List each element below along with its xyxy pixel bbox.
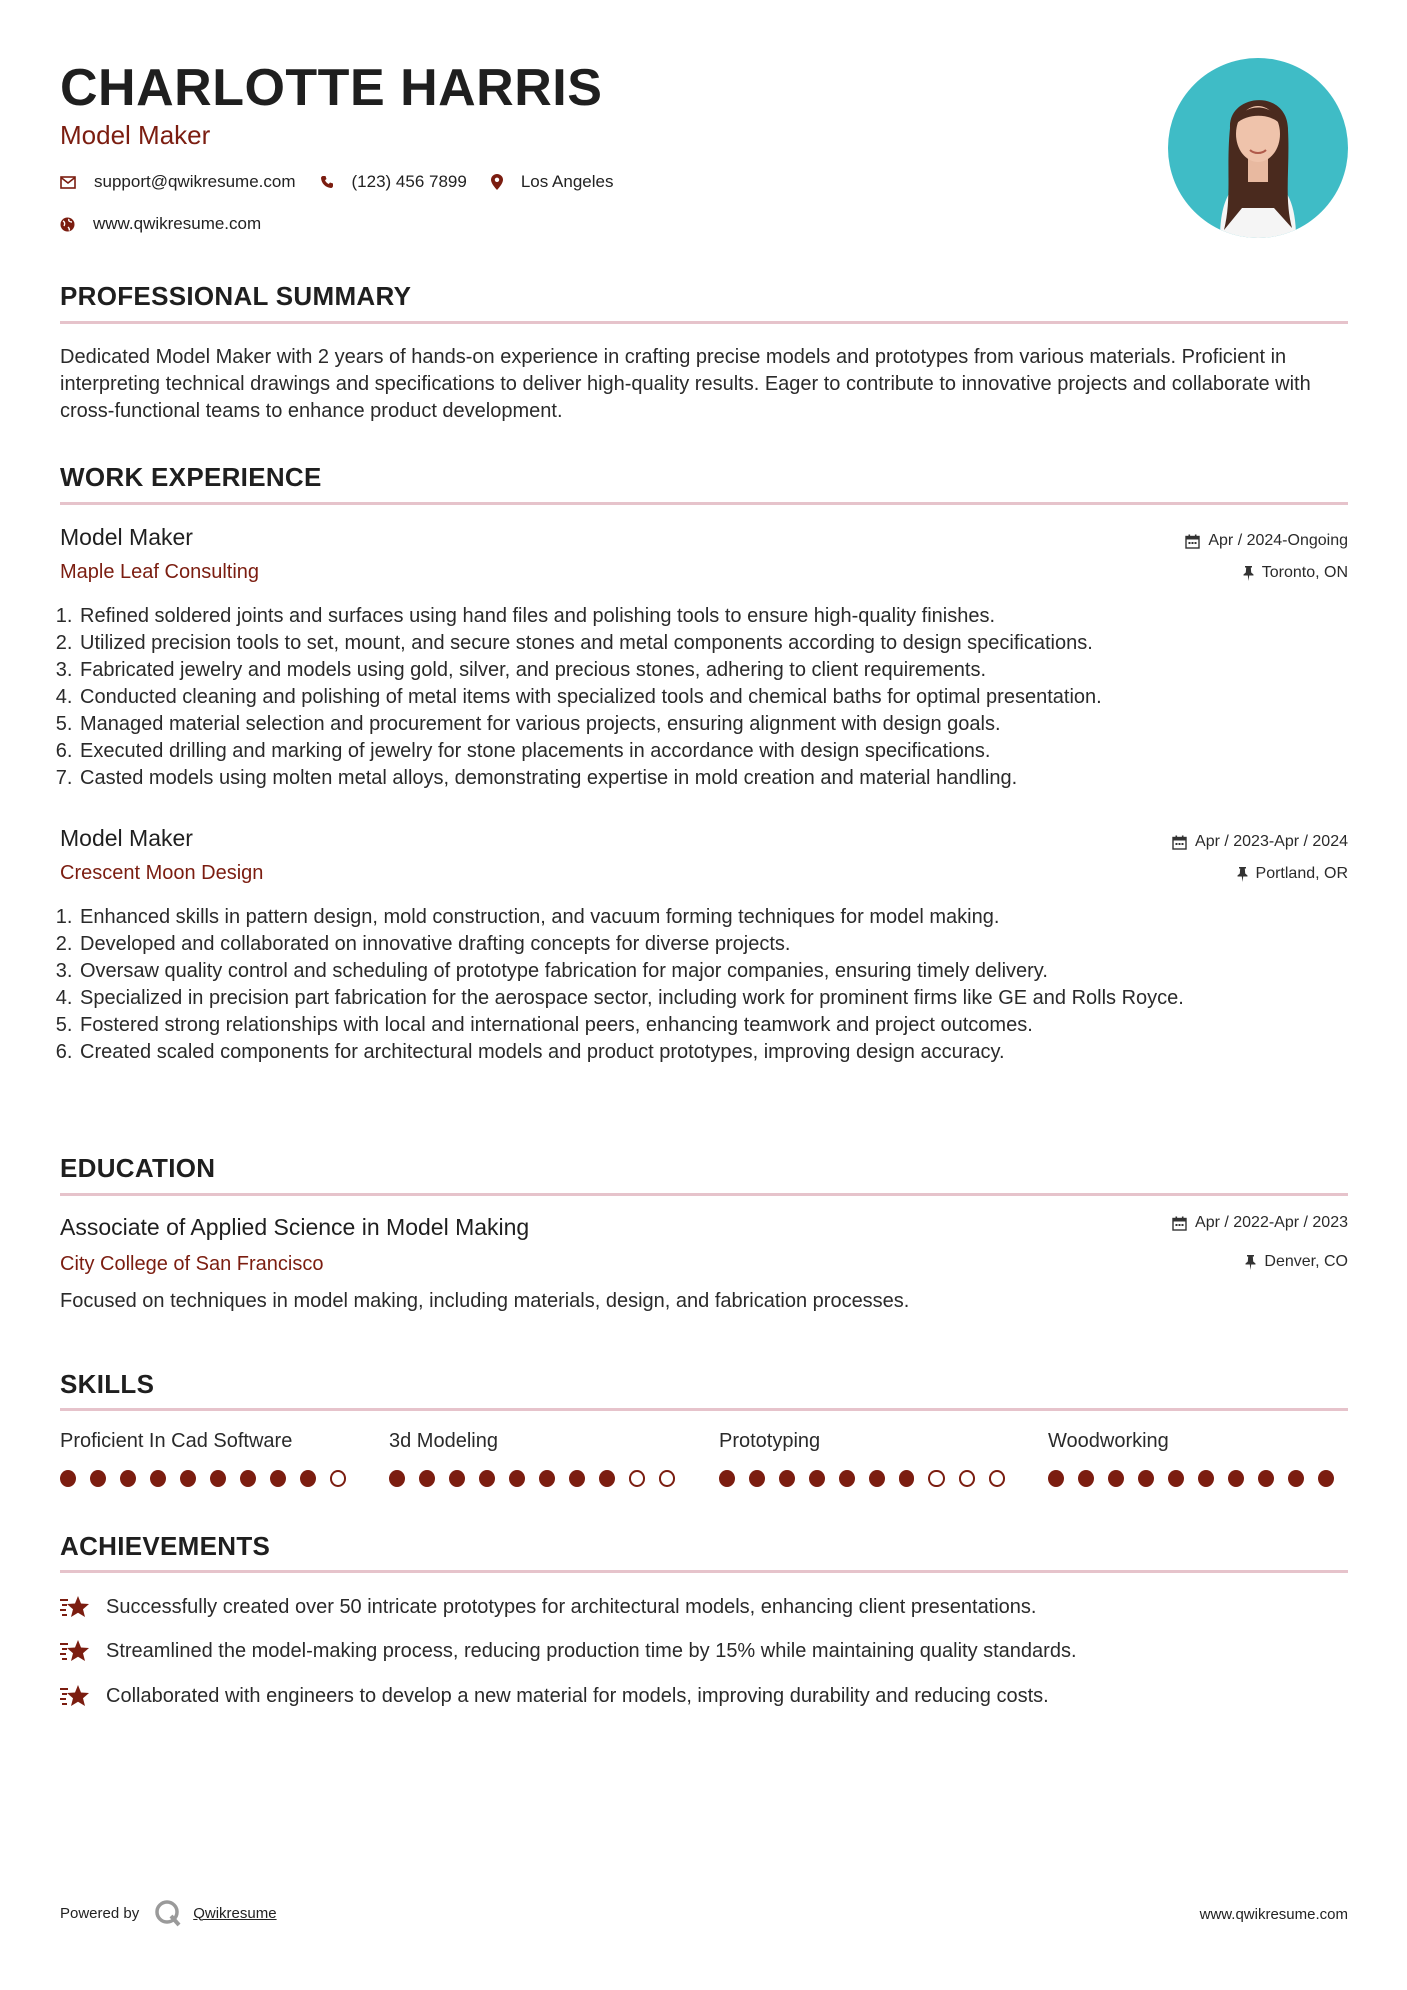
list-item: 4. Conducted cleaning and polishing of metal items with specialized tools and chemical baths for optimal presentation. [78, 684, 1366, 711]
summary-text: Dedicated Model Maker with 2 years of hands-on experience in crafting precise models and prototypes from various materials. Proficient in interpreting technical drawings and specifications to deliver high-quality results. Eager to contribute to innovative projects and collaborate with cross-functional teams to enhance product development. [60, 346, 1311, 422]
rating-dot-filled [1228, 1470, 1244, 1487]
rating-dot-filled [1198, 1470, 1214, 1487]
rating-dot-filled [150, 1470, 166, 1487]
list-item: 5. Managed material selection and procurement for various projects, ensuring alignment with design goals. [78, 711, 1366, 738]
skill-rating [389, 1470, 689, 1487]
rating-dot-filled [180, 1470, 196, 1487]
email-text: support@qwikresume.com [94, 172, 296, 191]
job-location-text: Toronto, ON [1261, 564, 1348, 581]
skill-item [719, 1430, 1019, 1487]
list-item: 6. Executed drilling and marking of jewelry for stone placements in accordance with design specifications. [78, 738, 1366, 765]
job-dates-text: Apr / 2024-Ongoing [1208, 532, 1348, 549]
skill-name: 3d Modeling [389, 1430, 498, 1452]
calendar-icon [1185, 534, 1200, 549]
rating-dot-filled [479, 1470, 495, 1487]
star-award-icon [60, 1638, 92, 1664]
candidate-name: CHARLOTTE HARRIS [60, 59, 603, 117]
candidate-role: Model Maker [60, 120, 211, 150]
phone-item[interactable] [320, 172, 467, 192]
rating-dot-filled [240, 1470, 256, 1487]
star-award-icon [60, 1683, 92, 1709]
section-divider [60, 1408, 1348, 1411]
job-dates-text: Apr / 2023-Apr / 2024 [1195, 833, 1348, 850]
pushpin-icon [1237, 867, 1248, 882]
list-item: 7. Casted models using molten metal alloys, demonstrating expertise in mold creation and material handling. [78, 765, 1366, 792]
qwikresume-link[interactable]: Qwikresume [193, 1904, 277, 1922]
rating-dot-empty [629, 1470, 645, 1487]
degree-title: Associate of Applied Science in Model Making [60, 1214, 530, 1240]
rating-dot-filled [1318, 1470, 1334, 1487]
rating-dot-filled [779, 1470, 795, 1487]
job-location [1237, 865, 1348, 883]
education-dates [1172, 1214, 1348, 1232]
section-divider [60, 321, 1348, 324]
rating-dot-filled [569, 1470, 585, 1487]
rating-dot-filled [539, 1470, 555, 1487]
section-divider [60, 1193, 1348, 1196]
list-item: 6. Created scaled components for architectural models and product prototypes, improving design accuracy. [78, 1039, 1366, 1066]
section-title-achievements: ACHIEVEMENTS [60, 1531, 271, 1561]
location-item [491, 172, 614, 192]
list-item: 1. Refined soldered joints and surfaces using hand files and polishing tools to ensure high-quality finishes. [78, 603, 1366, 630]
rating-dot-empty [989, 1470, 1005, 1487]
section-divider [60, 502, 1348, 505]
education-description: Focused on techniques in model making, including materials, design, and fabrication processes. [60, 1290, 910, 1312]
list-item: 1. Enhanced skills in pattern design, mold construction, and vacuum forming techniques for model making. [78, 904, 1366, 931]
skill-rating [719, 1470, 1019, 1487]
achievement-text: Collaborated with engineers to develop a new material for models, improving durability and reducing costs. [106, 1684, 1049, 1707]
rating-dot-empty [928, 1470, 944, 1487]
rating-dot-filled [60, 1470, 76, 1487]
skill-name: Woodworking [1048, 1430, 1169, 1452]
footer-url[interactable]: www.qwikresume.com [1199, 1906, 1348, 1923]
skill-item [60, 1430, 360, 1487]
pushpin-icon [1243, 566, 1254, 581]
rating-dot-filled [1138, 1470, 1154, 1487]
phone-text: (123) 456 7899 [351, 172, 467, 191]
list-item: 5. Fostered strong relationships with local and international peers, enhancing teamwork and project outcomes. [78, 1012, 1366, 1039]
education-location [1245, 1253, 1348, 1271]
job-location [1243, 564, 1348, 582]
list-item: 4. Specialized in precision part fabrication for the aerospace sector, including work for prominent firms like GE and Rolls Royce. [78, 985, 1366, 1012]
rating-dot-filled [90, 1470, 106, 1487]
star-award-icon [60, 1594, 92, 1620]
rating-dot-empty [659, 1470, 675, 1487]
rating-dot-filled [749, 1470, 765, 1487]
section-title-summary: PROFESSIONAL SUMMARY [60, 281, 412, 311]
skill-name: Prototyping [719, 1430, 821, 1452]
phone-icon [320, 175, 334, 189]
rating-dot-filled [449, 1470, 465, 1487]
contact-row-1 [60, 172, 637, 192]
job-title: Model Maker [60, 524, 193, 550]
rating-dot-filled [270, 1470, 286, 1487]
rating-dot-filled [509, 1470, 525, 1487]
rating-dot-filled [1048, 1470, 1064, 1487]
email-item[interactable] [60, 172, 296, 192]
achievement-text: Successfully created over 50 intricate prototypes for architectural models, enhancing client presentations. [106, 1595, 1037, 1618]
list-item: 2. Developed and collaborated on innovative drafting concepts for diverse projects. [78, 931, 1366, 958]
pushpin-icon [1245, 1255, 1256, 1270]
rating-dot-empty [330, 1470, 346, 1487]
achievement-text: Streamlined the model-making process, reducing production time by 15% while maintaining quality standards. [106, 1639, 1077, 1662]
contact-row-2 [60, 214, 285, 234]
job-dates [1185, 532, 1348, 550]
job-location-text: Portland, OR [1255, 865, 1348, 882]
company-name: Maple Leaf Consulting [60, 561, 260, 583]
education-location-text: Denver, CO [1264, 1253, 1348, 1270]
qwikresume-logo-icon [153, 1898, 183, 1928]
website-item[interactable] [60, 214, 261, 234]
profile-photo [1168, 58, 1348, 238]
skill-item [389, 1430, 689, 1487]
calendar-icon [1172, 835, 1187, 850]
rating-dot-filled [839, 1470, 855, 1487]
job-dates [1172, 833, 1348, 851]
rating-dot-filled [300, 1470, 316, 1487]
section-divider [60, 1570, 1348, 1573]
rating-dot-filled [210, 1470, 226, 1487]
skill-name: Proficient In Cad Software [60, 1430, 293, 1452]
rating-dot-filled [869, 1470, 885, 1487]
list-item: 3. Oversaw quality control and scheduling of prototype fabrication for major companies, ensuring timely delivery. [78, 958, 1366, 985]
job-bullets [60, 603, 1366, 792]
job-title: Model Maker [60, 825, 193, 851]
calendar-icon [1172, 1216, 1187, 1231]
list-item: 2. Utilized precision tools to set, mount, and secure stones and metal components according to design specifications. [78, 630, 1366, 657]
section-title-experience: WORK EXPERIENCE [60, 462, 322, 492]
rating-dot-empty [959, 1470, 975, 1487]
section-title-skills: SKILLS [60, 1369, 155, 1399]
rating-dot-filled [809, 1470, 825, 1487]
globe-icon [60, 217, 75, 232]
rating-dot-filled [389, 1470, 405, 1487]
achievement-item [60, 1638, 1077, 1664]
education-dates-text: Apr / 2022-Apr / 2023 [1195, 1214, 1348, 1231]
powered-by-label: Powered by [60, 1904, 140, 1922]
footer-branding [60, 1898, 277, 1928]
rating-dot-filled [1108, 1470, 1124, 1487]
website-text: www.qwikresume.com [93, 214, 262, 233]
rating-dot-filled [419, 1470, 435, 1487]
rating-dot-filled [1288, 1470, 1304, 1487]
school-name: City College of San Francisco [60, 1253, 324, 1275]
rating-dot-filled [1258, 1470, 1274, 1487]
map-pin-icon [491, 174, 503, 190]
skill-rating [60, 1470, 360, 1487]
rating-dot-filled [1168, 1470, 1184, 1487]
envelope-icon [60, 176, 76, 189]
list-item: 3. Fabricated jewelry and models using gold, silver, and precious stones, adhering to client requirements. [78, 657, 1366, 684]
rating-dot-filled [599, 1470, 615, 1487]
job-bullets [60, 904, 1366, 1066]
rating-dot-filled [120, 1470, 136, 1487]
skill-item [1048, 1430, 1348, 1487]
company-name: Crescent Moon Design [60, 862, 264, 884]
rating-dot-filled [1078, 1470, 1094, 1487]
skill-rating [1048, 1470, 1348, 1487]
location-text: Los Angeles [520, 172, 614, 191]
rating-dot-filled [899, 1470, 915, 1487]
section-title-education: EDUCATION [60, 1153, 216, 1183]
rating-dot-filled [719, 1470, 735, 1487]
achievement-item [60, 1683, 1049, 1709]
achievement-item [60, 1594, 1037, 1620]
